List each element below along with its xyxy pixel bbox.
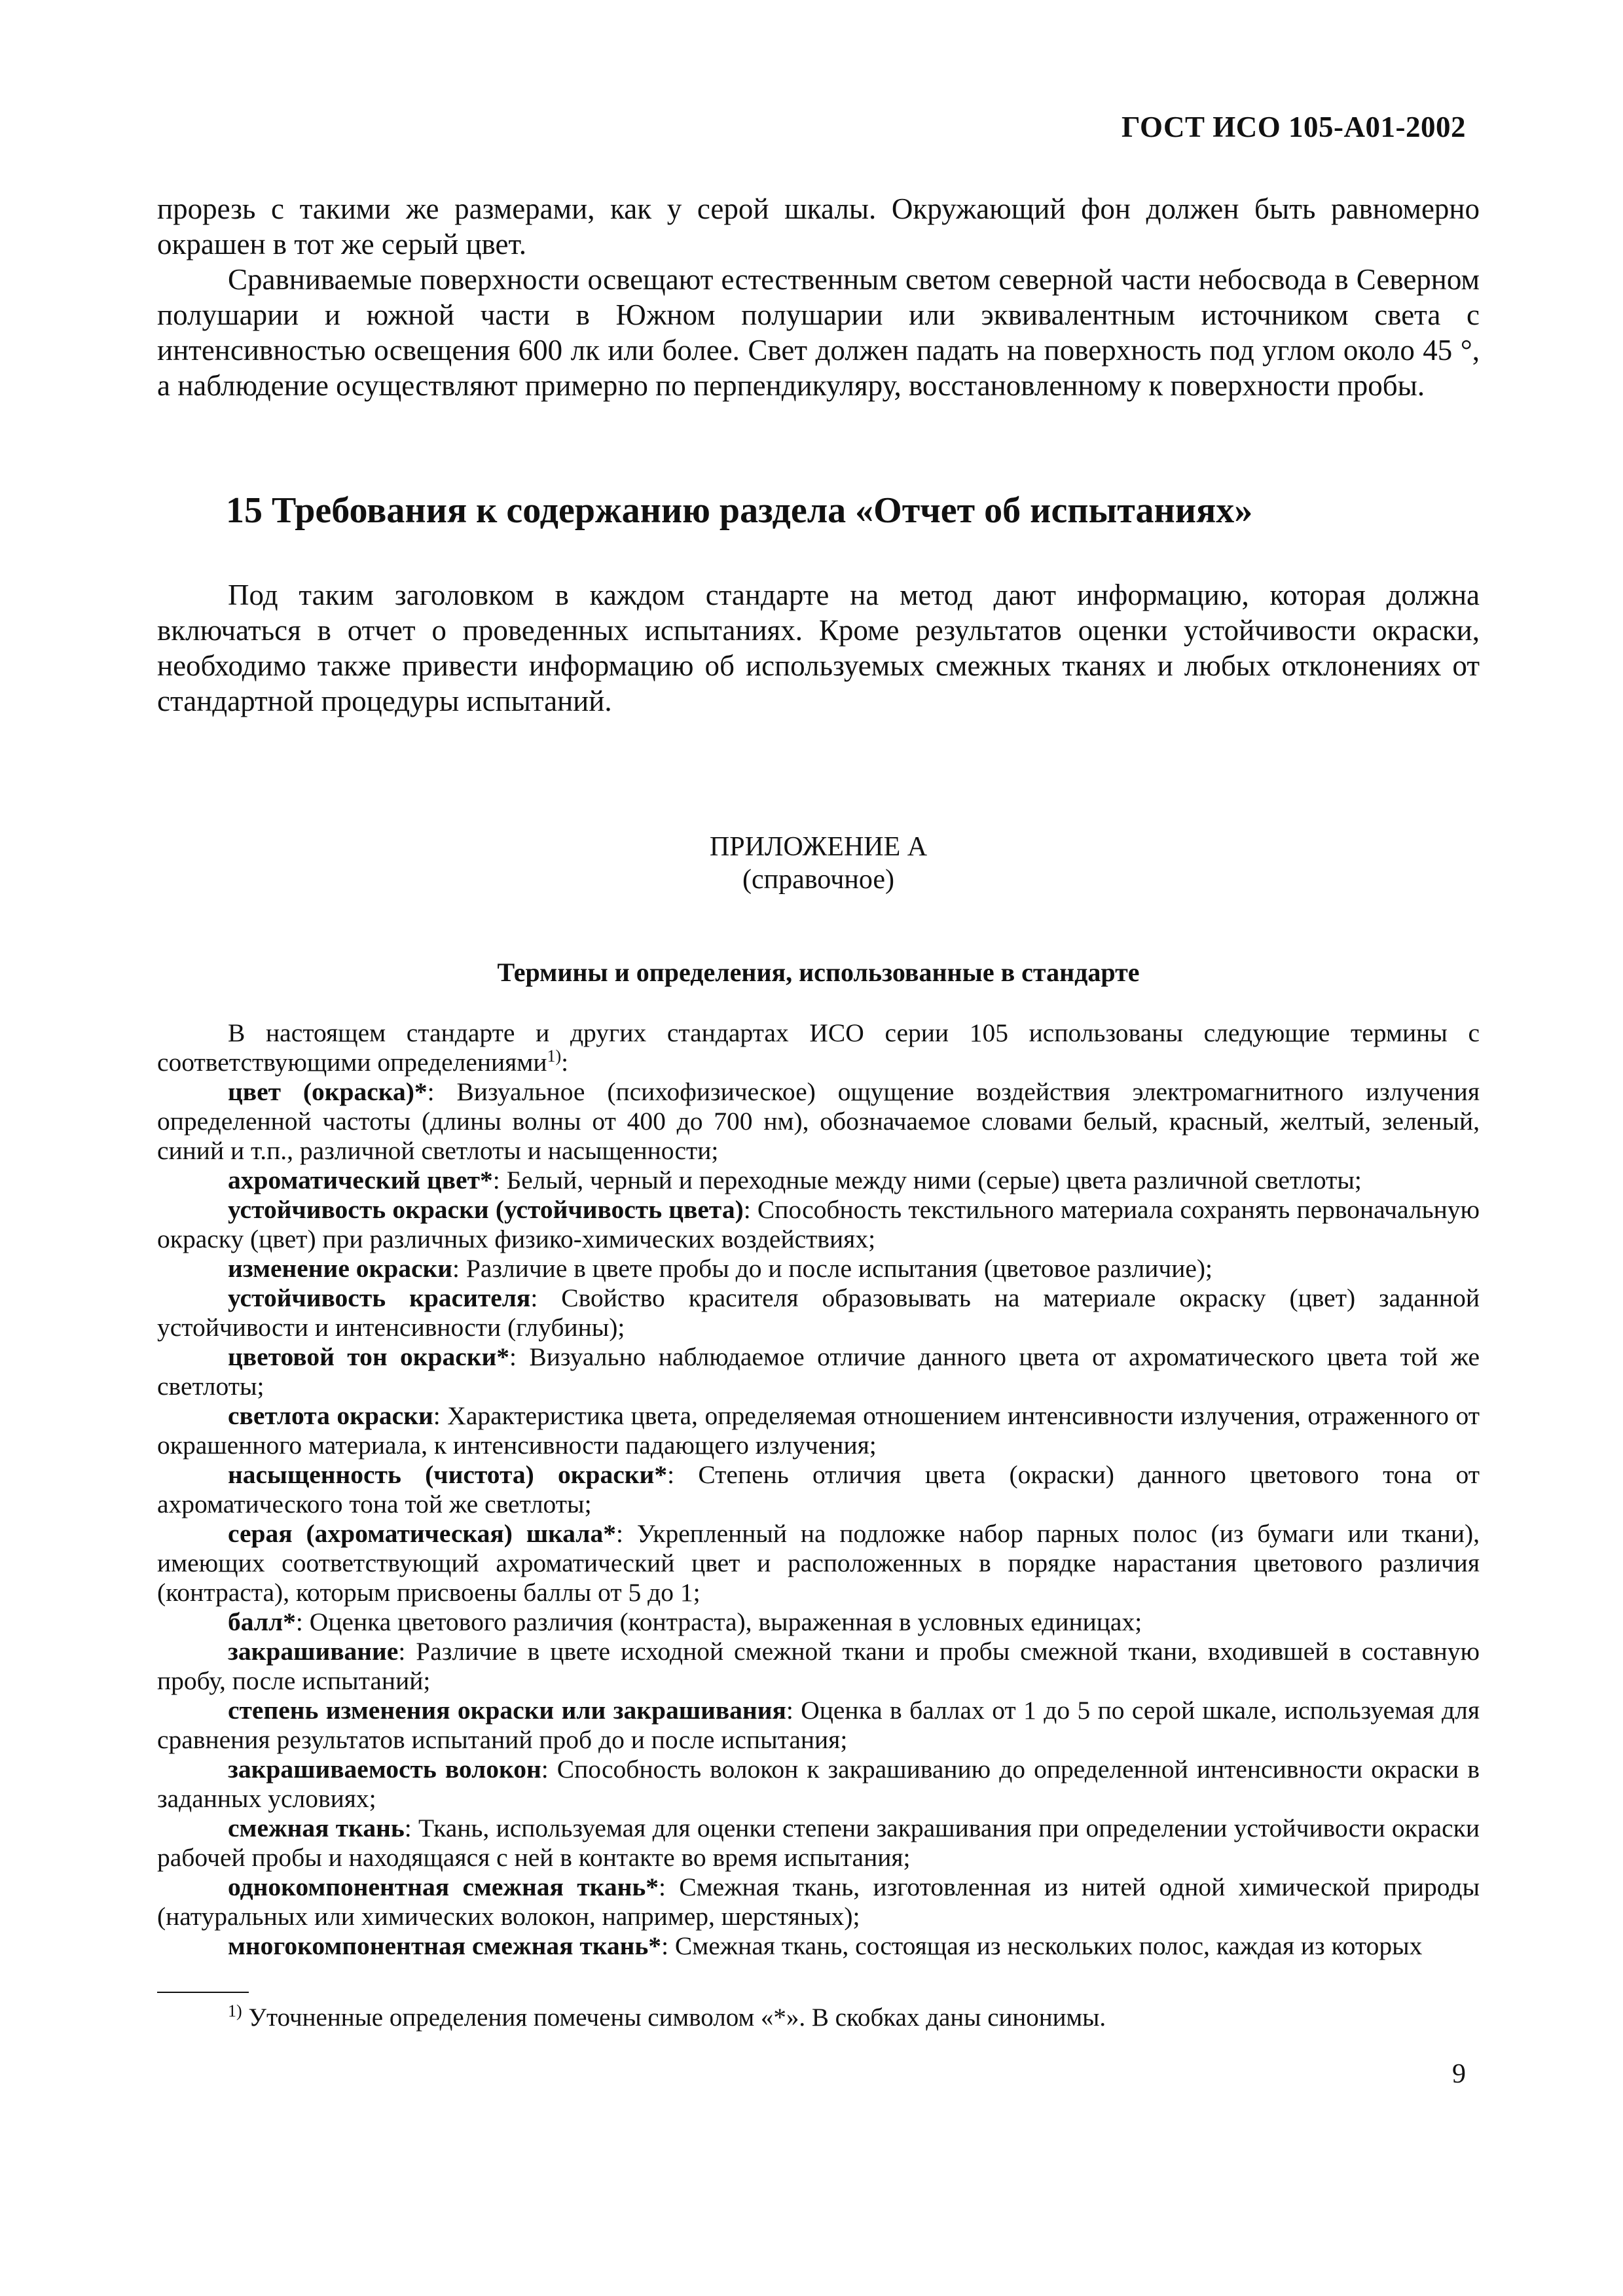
appendix-title: Термины и определения, использованные в стандарте — [497, 958, 1140, 987]
term-name: многокомпонентная смежная ткань* — [228, 1931, 662, 1960]
terms-list — [157, 1018, 1480, 1961]
term-entry — [157, 1755, 1480, 1814]
section-15-title: 15 Требования к содержанию раздела «Отчет об испытаниях» — [226, 490, 1253, 531]
appendix-label: ПРИЛОЖЕНИЕ А — [709, 832, 928, 862]
footnote-divider — [157, 1992, 249, 1993]
footnote-ref: 1) — [547, 1046, 562, 1066]
term-name: закрашивание — [228, 1637, 399, 1666]
footnote-text: Уточненные определения помечены символом «*». В скобках даны синонимы. — [242, 2003, 1106, 2032]
term-definition: : Различие в цвете пробы до и после испытания (цветовое различие); — [452, 1254, 1213, 1283]
intro-paragraph-2: Сравниваемые поверхности освещают естественным светом северной части небосвода в Северном полушарии и южной части в Южном полушарии или эквивалентным источником света с интенсивностью освещения 600 лк или более. Свет должен падать на поверхность под углом около 45 °, а наблюдение осуществляют примерно по перпендикуляру, восстановленному к поверхности пробы. — [157, 263, 1480, 402]
term-entry — [157, 1195, 1480, 1254]
term-definition: : Способность текстильного материала сохранять первоначальную окраску (цвет) при различных физико-химических воздействиях; — [157, 1195, 1480, 1253]
term-entry — [157, 1254, 1480, 1283]
term-name: однокомпонентная смежная ткань* — [228, 1873, 659, 1901]
term-name: балл* — [228, 1607, 296, 1636]
term-name: степень изменения окраски или закрашивания — [228, 1696, 786, 1725]
term-name: устойчивость красителя — [228, 1283, 531, 1312]
term-name: изменение окраски — [228, 1254, 453, 1283]
document-code-header: ГОСТ ИСО 105-А01-2002 — [1121, 111, 1466, 143]
footnote-marker: 1) — [228, 2001, 242, 2020]
term-definition: : Способность волокон к закрашиванию до определенной интенсивности окраски в заданных условиях; — [157, 1755, 1480, 1813]
term-entry — [157, 1873, 1480, 1931]
appendix-type: (справочное) — [742, 865, 894, 895]
terms-intro — [157, 1018, 1480, 1077]
term-definition: : Визуально наблюдаемое отличие данного цвета от ахроматического цвета той же светлоты; — [157, 1342, 1480, 1401]
term-definition: : Различие в цвете исходной смежной ткани и пробы смежной ткани, входившей в составную пробу, после испытаний; — [157, 1637, 1480, 1695]
term-definition: : Свойство красителя образовывать на материале окраску (цвет) заданной устойчивости и интенсивности (глубины); — [157, 1283, 1480, 1342]
term-name: светлота окраски — [228, 1401, 433, 1430]
term-name: насыщенность (чистота) окраски* — [228, 1460, 668, 1489]
term-definition: : Степень отличия цвета (окраски) данного цветового тона от ахроматического тона той же светлоты; — [157, 1460, 1480, 1518]
intro-block — [157, 191, 1480, 403]
footnote — [228, 2003, 1106, 2032]
term-definition: : Оценка в баллах от 1 до 5 по серой шкале, используемая для сравнения результатов испытаний проб до и после испытания; — [157, 1696, 1480, 1754]
term-definition: : Смежная ткань, состоящая из нескольких полос, каждая из которых — [661, 1931, 1423, 1960]
section-15-body: Под таким заголовком в каждом стандарте на метод дают информацию, которая должна включаться в отчет о проведенных испытаниях. Кроме результатов оценки устойчивости окраски, необходимо также привести информацию об используемых смежных тканях и любых отклонениях от стандартной процедуры испытаний. — [157, 579, 1480, 717]
term-definition: : Смежная ткань, изготовленная из нитей одной химической природы (натуральных или химических волокон, например, шерстяных); — [157, 1873, 1480, 1931]
term-entry — [157, 1460, 1480, 1519]
term-name: серая (ахроматическая) шкала* — [228, 1519, 616, 1548]
term-entry — [157, 1401, 1480, 1460]
term-name: закрашиваемость волокон — [228, 1755, 541, 1784]
intro-paragraph-1: прорезь с такими же размерами, как у серой шкалы. Окружающий фон должен быть равномерно окрашен в тот же серый цвет. — [157, 192, 1480, 260]
term-entry — [157, 1931, 1480, 1961]
terms-intro-end: : — [561, 1048, 569, 1077]
term-name: ахроматический цвет* — [228, 1166, 493, 1194]
term-entry — [157, 1166, 1480, 1195]
term-entry — [157, 1283, 1480, 1342]
term-definition: : Укрепленный на подложке набор парных полос (из бумаги или ткани), имеющих соответствующий ахроматический цвет и расположенных в порядке нарастания цветового различия (контраста), которым присвоены баллы от 5 до 1; — [157, 1519, 1480, 1607]
term-definition: : Ткань, используемая для оценки степени закрашивания при определении устойчивости окраски рабочей пробы и находящаяся с ней в контакте во время испытания; — [157, 1814, 1480, 1872]
term-entry — [157, 1637, 1480, 1696]
page-number: 9 — [1452, 2059, 1466, 2089]
term-name: цветовой тон окраски* — [228, 1342, 510, 1371]
term-name: цвет (окраска)* — [228, 1077, 428, 1106]
term-definition: : Характеристика цвета, определяемая отношением интенсивности излучения, отраженного от окрашенного материала, к интенсивности падающего излучения; — [157, 1401, 1480, 1460]
term-entry — [157, 1342, 1480, 1401]
term-definition: : Белый, черный и переходные между ними (серые) цвета различной светлоты; — [492, 1166, 1362, 1194]
term-entry — [157, 1814, 1480, 1873]
term-definition: : Визуальное (психофизическое) ощущение воздействия электромагнитного излучения определенной частоты (длины волны от 400 до 700 нм), обозначаемое словами белый, красный, желтый, зеленый, синий и т.п., различной светлоты и насыщенности; — [157, 1077, 1480, 1165]
term-definition: : Оценка цветового различия (контраста), выраженная в условных единицах; — [295, 1607, 1142, 1636]
terms-intro-text: В настоящем стандарте и других стандартах ИСО серии 105 использованы следующие термины с соответствующими определениями — [157, 1018, 1480, 1077]
term-name: устойчивость окраски (устойчивость цвета) — [228, 1195, 744, 1224]
term-entry — [157, 1077, 1480, 1166]
section-15-body-block — [157, 577, 1480, 719]
term-entry — [157, 1696, 1480, 1755]
term-entry — [157, 1607, 1480, 1637]
term-entry — [157, 1519, 1480, 1607]
term-name: смежная ткань — [228, 1814, 405, 1842]
